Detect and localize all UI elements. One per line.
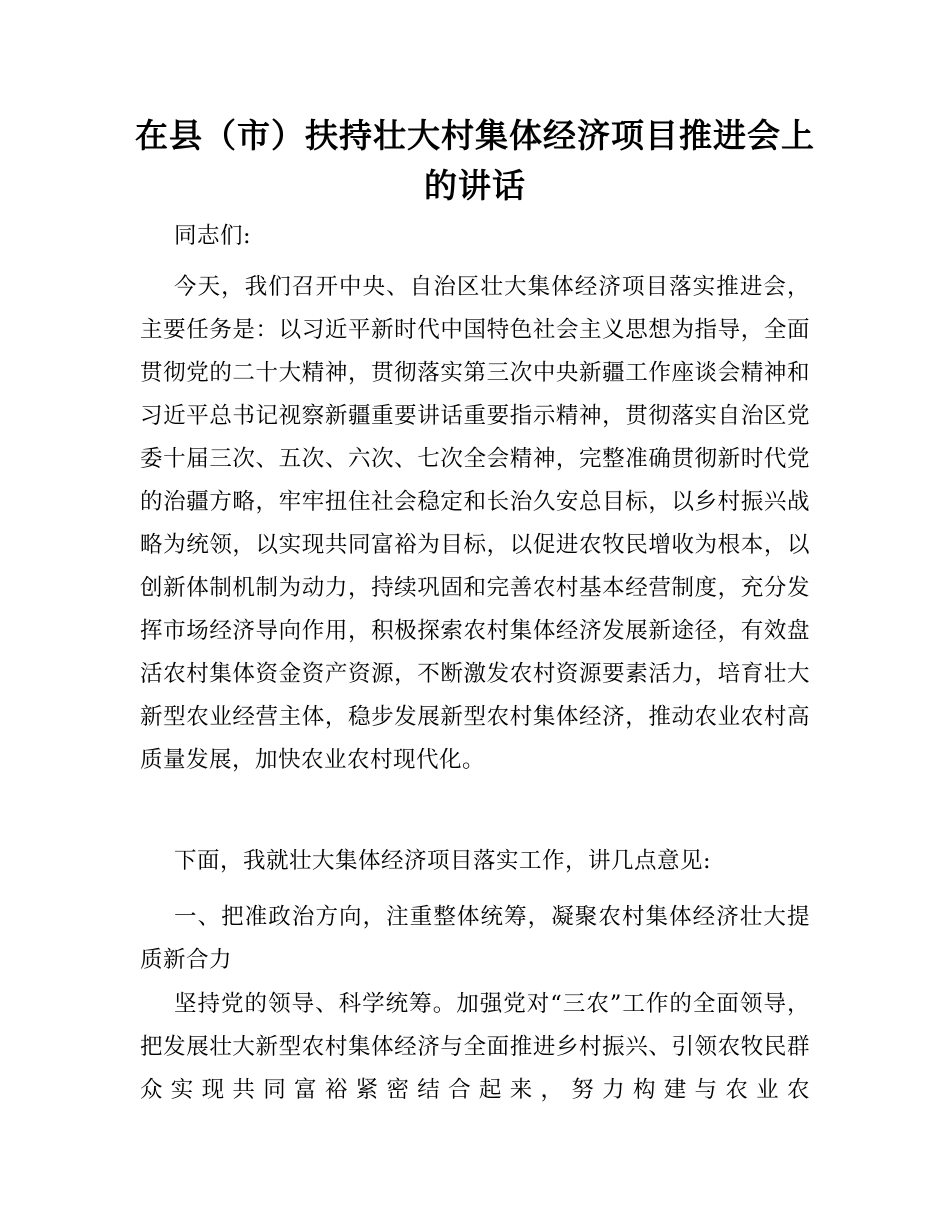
section-heading-1: 一、把准政治方向，注重整体统筹，凝聚农村集体经济壮大提质新合力 xyxy=(140,904,810,973)
paragraph-transition: 下面，我就壮大集体经济项目落实工作，讲几点意见: xyxy=(174,848,712,874)
paragraph-intro: 今天，我们召开中央、自治区壮大集体经济项目落实推进会，主要任务是：以习近平新时代中国特色社会主义思想为指导，全面贯彻党的二十大精神，贯彻落实第三次中央新疆工作座谈会精神和习近平总书记视察新疆重要讲话重要指示精神，贯彻落实自治区党委十届三次、五次、六次、七次全会精神，完整准确贯彻新时代党的治疆方略，牢牢扭住社会稳定和长治久安总目标，以乡村振兴战略为统领，以实现共同富裕为目标，以促进农牧民增收为根本，以创新体制机制为动力，持续巩固和完善农村基本经营制度，充分发挥市场经济导向作用，积极探索农村集体经济发展新途径，有效盘活农村集体资金资产资源，不断激发农村资源要素活力，培育壮大新型农业经营主体，稳步发展新型农村集体经济，推动农业农村高质量发展，加快农业农村现代化。 xyxy=(140,274,810,773)
greeting: 同志们: xyxy=(174,223,252,249)
paragraph-section-1: 坚持党的领导、科学统筹。加强党对“三农”工作的全面领导，把发展壮大新型农村集体经济与全面推进乡村振兴、引领农牧民群众实现共同富裕紧密结合起来，努力构建与农业农 xyxy=(140,991,810,1103)
document-title-line-1: 在县（市）扶持壮大村集体经济项目推进会上 xyxy=(135,116,815,155)
document-title-line-2: 的讲话 xyxy=(424,166,526,205)
